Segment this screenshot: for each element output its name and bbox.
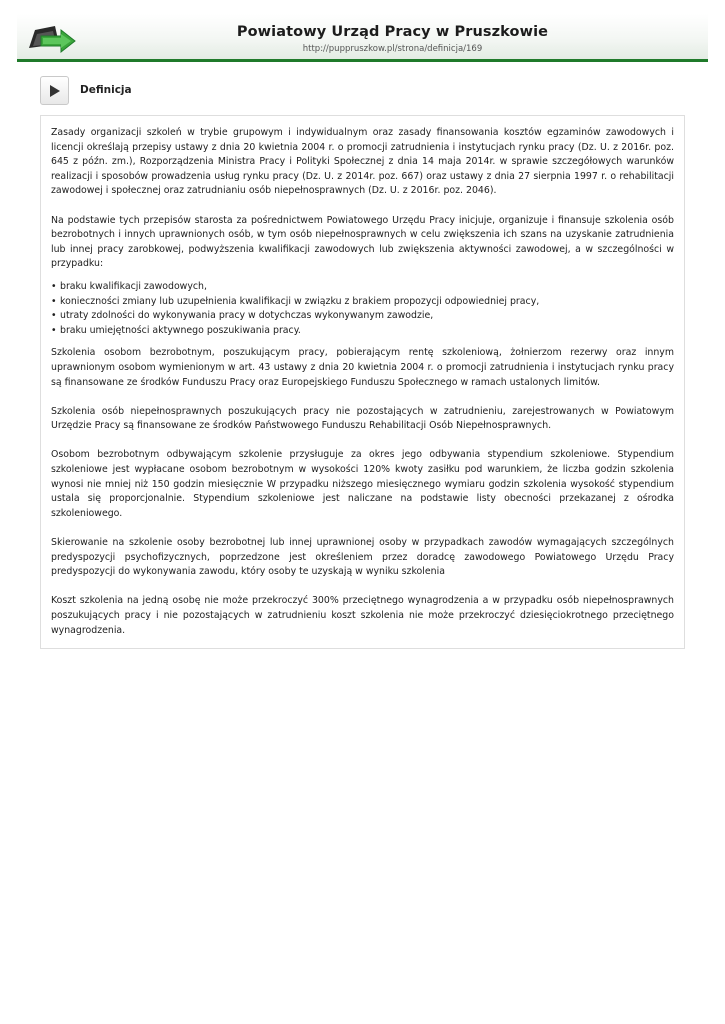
list-item [51,280,674,295]
paragraph-cost-limit: Koszt szkolenia na jedną osobę nie może przekroczyć 300% przeciętnego wynagrodzenia a w przypadku osób niepełnosprawnych poszukujących pracy i nie pozostających w zatrudnieniu koszt szkolenia nie może przekroczyć dziesięciokrotnego przeciętnego wynagrodzenia. [51,595,674,636]
pup-logo-arrow-icon[interactable] [25,22,77,56]
bullet-dot: • [51,324,57,336]
bullet-dot: • [51,295,57,307]
page-header [17,14,708,62]
section-toggle-button[interactable] [40,76,69,105]
list-item-text: utraty zdolności do wykonywania pracy w dotychczas wykonywanym zawodzie, [60,310,434,322]
section-header [40,76,685,106]
list-item-text: braku kwalifikacji zawodowych, [60,280,207,292]
list-item-text: konieczności zmiany lub uzupełnienia kwalifikacji w związku z brakiem propozycji odpowiedniej pracy, [60,295,540,307]
bullet-dot: • [51,310,57,322]
bullet-list [51,280,674,338]
site-title: Powiatowy Urząd Pracy w Pruszkowie [236,24,549,40]
list-item-text: braku umiejętności aktywnego poszukiwania pracy. [60,324,301,336]
paragraph-stipend: Osobom bezrobotnym odbywającym szkolenie przysługuje za okres jego odbywania stypendium szkoleniowe. Stypendium szkoleniowe jest wypłacane osobom bezrobotnym w wysokości 120% kwoty zasiłku pod warunkiem, że liczba godzin szkolenia wynosi nie mniej niż 150 godzin miesięcznie W przypadku niższego miesięcznego wymiaru godzin szkolenia wysokość stypendium ustala się proporcjonalnie. Stypendium szkoleniowe jest naliczane na podstawie listy obecności przekazanej z ośrodka szkoleniowego. [51,449,674,519]
list-item [51,324,674,339]
paragraph-referral: Skierowanie na szkolenie osoby bezrobotnej lub innej uprawnionej osoby w przypadkach zawodów wymagających szczególnych predyspozycji psychofizycznych, poprzedzone jest określeniem przez doradcę zawodowego Powiatowego Urzędu Pracy predyspozycji do wykonywania zawodu, który osoby te uzyskają w wyniku szkolenia [51,537,674,578]
bullet-dot: • [51,280,57,292]
paragraph-starosta: Na podstawie tych przepisów starosta za pośrednictwem Powiatowego Urzędu Pracy inicjuje, organizuje i finansuje szkolenia osób bezrobotnych i innych uprawnionych osób, w tym osób niepełnosprawnych w celu zwiększenia ich szans na uzyskanie zatrudnienia lub innej pracy zarobkowej, podwyższenia kwalifikacji zawodowych lub zwiększenia aktywności zawodowej, a w szczególności w przypadku: [51,214,674,270]
paragraph-funding: Szkolenia osobom bezrobotnym, poszukującym pracy, pobierającym rentę szkoleniową, żołnierzom rezerwy oraz innym uprawnionym osobom wymienionym w art. 43 ustawy z dnia 20 kwietnia 2004 r. o promocji zatrudnienia i instytucjach rynku pracy są finansowane ze środków Funduszu Pracy oraz Europejskiego Funduszu Społecznego w ramach ustalonych limitów. [51,347,674,388]
list-item [51,309,674,324]
site-url: http://puppruszkow.pl/strona/definicja/169 [302,44,483,54]
definition-content [40,115,685,649]
play-arrow-icon [49,84,61,98]
paragraph-disabled-funding: Szkolenia osób niepełnosprawnych poszukujących pracy nie pozostających w zatrudnieniu, zarejestrowanych w Powiatowym Urzędzie Pracy są finansowane ze środków Państwowego Funduszu Rehabilitacji Osób Niepełnosprawnych. [51,405,674,432]
section-title: Definicja [80,84,132,96]
list-item [51,295,674,310]
paragraph-legal-basis: Zasady organizacji szkoleń w trybie grupowym i indywidualnym oraz zasady finansowania kosztów egzaminów zawodowych i licencji określają przepisy ustawy z dnia 20 kwietnia 2004 r. o promocji zatrudnienia i instytucjach rynku pracy (Dz. U. z 2016r. poz. 645 z późn. zm.), Rozporządzenia Ministra Pracy i Polityki Społecznej z dnia 14 maja 2014r. w sprawie szczegółowych warunków realizacji i sposobów prowadzenia usług rynku pracy (Dz. U. z 2014r. poz. 667) oraz ustawy z dnia 27 sierpnia 1997 r. o rehabilitacji zawodowej i społecznej oraz zatrudnianiu osób niepełnosprawnych (Dz. U. z 2016r. poz. 2046). [51,127,674,197]
